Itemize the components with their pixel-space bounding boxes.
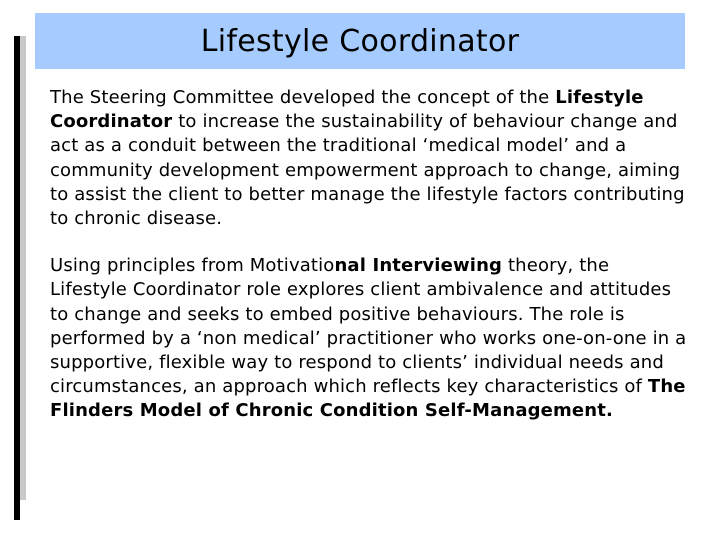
left-accent-bar [14, 36, 20, 520]
paragraph2-text-a: Using principles from Motivatio [50, 255, 335, 277]
paragraph-motivational-interviewing [50, 254, 690, 423]
paragraph2-bold-motivational-interviewing: nal Interviewing [334, 255, 503, 277]
paragraph1-text-b: to increase the sustainability of behaviour change and act as a conduit between the traditional ‘medical model’ and a community development empowerment approach to change, aiming to assist the client to better manage the lifestyle factors contributing to chronic disease. [50, 111, 685, 230]
paragraph-steering-committee [50, 86, 690, 231]
left-accent-bar-shadow [20, 36, 26, 500]
slide-title-banner [35, 13, 685, 69]
paragraph2-bold-flinders-model: The Flinders Model of Chronic Condition Self-Management. [50, 376, 686, 422]
paragraph2-text-b: theory, the Lifestyle Coordinator role explores client ambivalence and attitudes to change and seeks to embed positive behaviours. The role is performed by a ‘non medical’ practitioner who works one-on-one in a supportive, flexible way to respond to clients’ individual needs and circumstances, an approach which reflects key characteristics of [50, 255, 687, 398]
paragraph1-text-a: The Steering Committee developed the concept of the [50, 87, 556, 108]
paragraph1-bold-lifestyle-coordinator: Lifestyle Coordinator [50, 87, 644, 133]
slide-title: Lifestyle Coordinator [200, 23, 520, 59]
slide-body [50, 86, 690, 424]
